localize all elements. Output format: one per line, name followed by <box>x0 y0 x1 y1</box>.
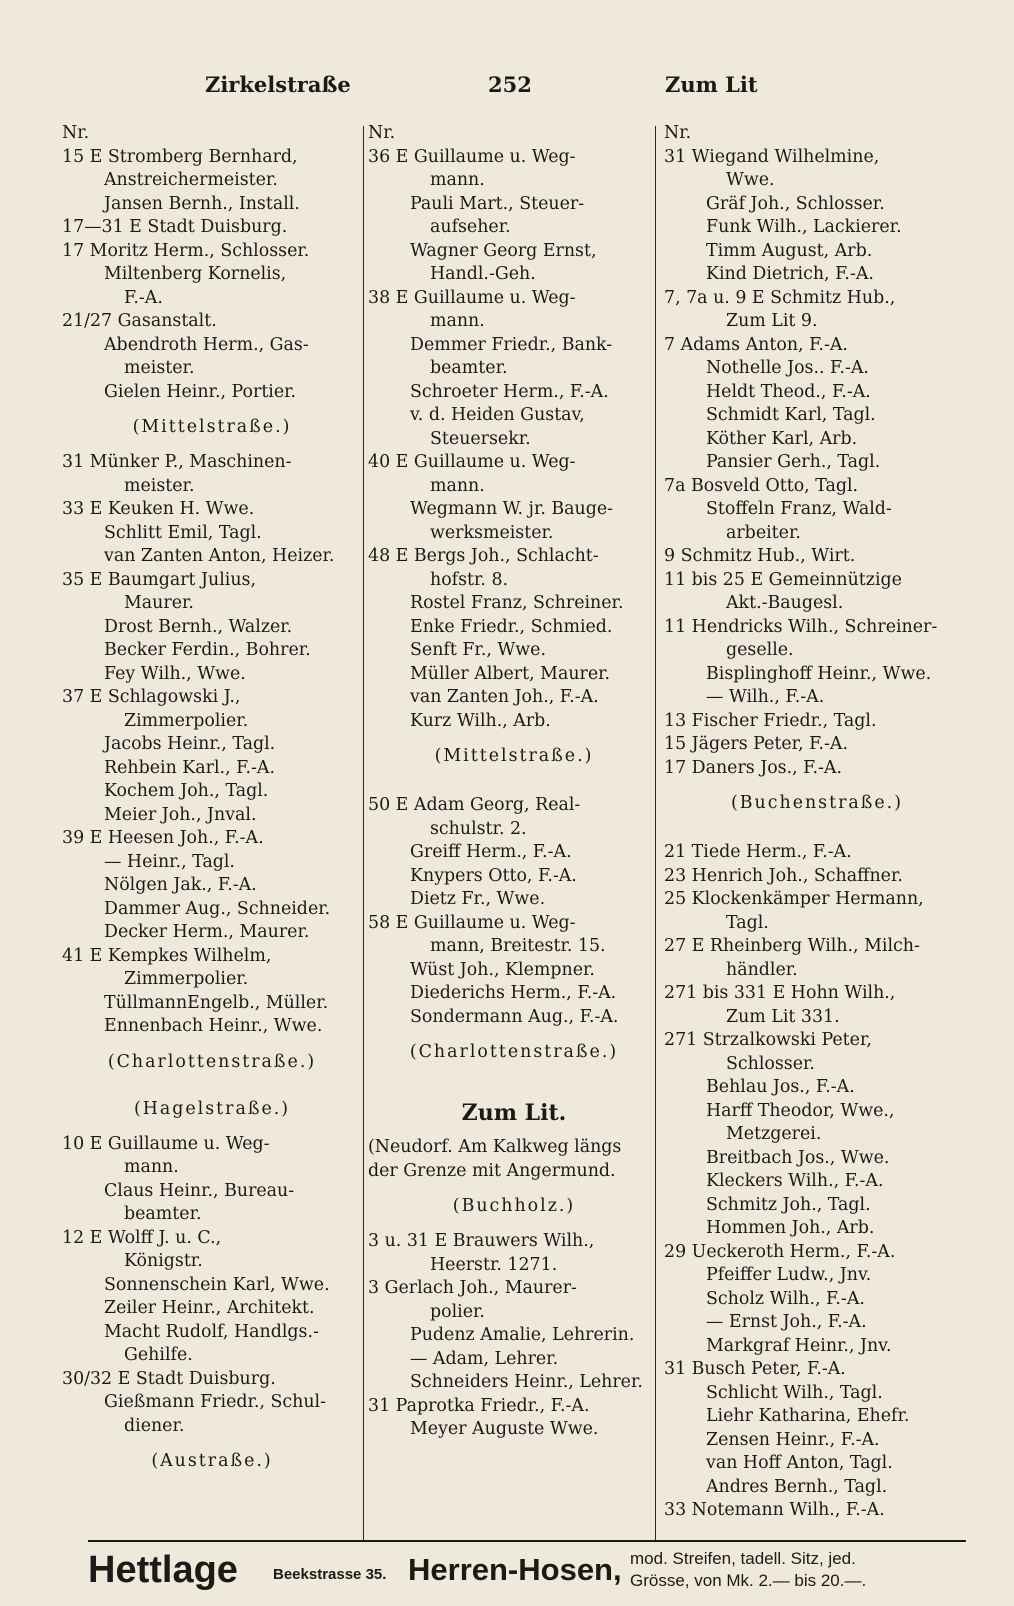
directory-line: 7a Bosveld Otto, Tagl. <box>664 475 859 496</box>
directory-line: mann. <box>430 475 485 496</box>
directory-line: 33 E Keuken H. Wwe. <box>62 499 255 519</box>
directory-line: Schlicht Wilh., Tagl. <box>706 1382 883 1403</box>
directory-line: Pansier Gerh., Tagl. <box>706 452 881 472</box>
directory-line: Jansen Bernh., Install. <box>104 193 300 214</box>
directory-line: — Ernst Joh., F.-A. <box>706 1312 867 1332</box>
advert-product: Herren-Hosen, <box>408 1552 622 1587</box>
page-number: 252 <box>488 72 532 97</box>
directory-line: Zum Lit 331. <box>726 1006 840 1027</box>
directory-line: Knypers Otto, F.-A. <box>410 865 577 886</box>
directory-line: Bisplinghoff Heinr., Wwe. <box>706 663 932 684</box>
directory-line: 3 Gerlach Joh., Maurer- <box>368 1278 577 1298</box>
directory-line: mann. <box>430 311 485 331</box>
directory-line: Zum Lit 9. <box>726 311 818 331</box>
directory-line: 13 Fischer Friedr., Tagl. <box>664 710 877 731</box>
directory-line: Wagner Georg Ernst, <box>410 240 597 261</box>
directory-line: Macht Rudolf, Handlgs.- <box>104 1321 319 1342</box>
directory-line: aufseher. <box>430 217 511 237</box>
directory-line: Stoffeln Franz, Wald- <box>706 499 892 519</box>
directory-line: arbeiter. <box>726 522 801 543</box>
directory-line: Dammer Aug., Schneider. <box>104 898 331 919</box>
directory-line: 15 E Stromberg Bernhard, <box>62 146 298 167</box>
directory-line: 12 E Wolff J. u. C., <box>62 1227 222 1248</box>
directory-line: Schlitt Emil, Tagl. <box>104 522 262 543</box>
directory-line: Jacobs Heinr., Tagl. <box>104 734 276 754</box>
directory-line: Schlosser. <box>726 1053 815 1074</box>
directory-line: Markgraf Heinr., Jnv. <box>706 1335 892 1356</box>
directory-line: Müller Albert, Maurer. <box>410 663 611 684</box>
directory-line: 29 Ueckeroth Herm., F.-A. <box>664 1241 896 1262</box>
directory-line: Köther Karl, Arb. <box>706 428 858 449</box>
directory-line: Ennenbach Heinr., Wwe. <box>104 1016 323 1036</box>
directory-line: Kurz Wilh., Arb. <box>410 710 551 731</box>
directory-line: 37 E Schlagowski J., <box>62 687 241 707</box>
section-cross-street: (Charlottenstraße.) <box>107 1051 317 1072</box>
directory-line: hofstr. 8. <box>430 569 509 590</box>
directory-line: Königstr. <box>124 1251 203 1271</box>
directory-line: — Heinr., Tagl. <box>104 851 235 872</box>
directory-line: Rostel Franz, Schreiner. <box>410 593 624 613</box>
section-cross-street: (Mittelstraße.) <box>434 746 594 766</box>
advertisement <box>88 1548 968 1598</box>
directory-line: Scholz Wilh., F.-A. <box>706 1288 865 1309</box>
directory-line: polier. <box>430 1301 485 1322</box>
directory-line: Pudenz Amalie, Lehrerin. <box>410 1325 635 1345</box>
directory-line: Gielen Heinr., Portier. <box>104 381 297 402</box>
directory-line: 35 E Baumgart Julius, <box>62 569 256 590</box>
directory-line: der Grenze mit Angermund. <box>368 1160 616 1181</box>
directory-line: 25 Klockenkämper Hermann, <box>664 889 924 909</box>
advert-desc-line: mod. Streifen, tadell. Sitz, jed. <box>630 1549 856 1568</box>
directory-line: Meyer Auguste Wwe. <box>410 1419 599 1439</box>
directory-line: 30/32 E Stadt Duisburg. <box>62 1368 276 1389</box>
directory-line: TüllmannEngelb., Müller. <box>104 992 329 1013</box>
directory-line: Meier Joh., Jnval. <box>104 804 257 825</box>
advert-desc-line: Grösse, von Mk. 2.— bis 20.—. <box>630 1571 867 1590</box>
directory-line: 39 E Heesen Joh., F.-A. <box>62 828 264 848</box>
directory-line: Breitbach Jos., Wwe. <box>706 1147 890 1168</box>
directory-line: Akt.-Baugesl. <box>726 593 844 613</box>
directory-line: Steuersekr. <box>430 428 531 449</box>
directory-line: Andres Bernh., Tagl. <box>706 1476 888 1497</box>
directory-line: Zimmerpolier. <box>124 969 249 989</box>
directory-line <box>368 1076 660 1090</box>
directory-line: Timm August, Arb. <box>706 240 873 261</box>
directory-line: mann. <box>124 1157 179 1177</box>
advert-description <box>630 1548 866 1592</box>
section-cross-street: (Charlottenstraße.) <box>409 1042 619 1062</box>
directory-line: mann. <box>430 170 485 190</box>
directory-line: 31 Wiegand Wilhelmine, <box>664 146 880 167</box>
directory-line: Demmer Friedr., Bank- <box>410 334 613 355</box>
directory-line: v. d. Heiden Gustav, <box>410 405 585 425</box>
directory-line: 21 Tiede Herm., F.-A. <box>664 842 852 862</box>
directory-line: meister. <box>124 358 195 378</box>
directory-line: händler. <box>726 959 798 980</box>
directory-line: 31 Busch Peter, F.-A. <box>664 1359 846 1379</box>
directory-line: van Hoff Anton, Tagl. <box>706 1453 893 1473</box>
directory-line: Gießmann Friedr., Schul- <box>104 1392 326 1412</box>
directory-line: F.-A. <box>124 287 163 308</box>
directory-line: Kind Dietrich, F.-A. <box>706 264 874 284</box>
directory-line: van Zanten Anton, Heizer. <box>104 546 335 566</box>
directory-line: Pfeiffer Ludw., Jnv. <box>706 1265 872 1285</box>
advert-rule <box>88 1540 966 1542</box>
directory-line: Pauli Mart., Steuer- <box>410 193 585 214</box>
directory-line: Dietz Fr., Wwe. <box>410 889 546 909</box>
directory-line: 41 E Kempkes Wilhelm, <box>62 945 272 966</box>
directory-line: werksmeister. <box>430 522 554 543</box>
directory-line: (Neudorf. Am Kalkweg längs <box>368 1137 622 1157</box>
directory-line: 48 E Bergs Joh., Schlacht- <box>368 546 599 566</box>
directory-line: Wüst Joh., Klempner. <box>410 959 595 980</box>
directory-line: 15 Jägers Peter, F.-A. <box>664 734 848 754</box>
directory-line <box>368 780 660 794</box>
directory-line: Schneiders Heinr., Lehrer. <box>410 1372 643 1392</box>
directory-line: 271 Strzalkowski Peter, <box>664 1030 872 1050</box>
directory-line: Harff Theodor, Wwe., <box>706 1100 895 1121</box>
directory-line: Decker Herm., Maurer. <box>104 922 310 942</box>
directory-line: Heldt Theod., F.-A. <box>706 381 871 402</box>
directory-line: Hommen Joh., Arb. <box>706 1218 875 1238</box>
directory-line: 58 E Guillaume u. Weg- <box>368 912 576 933</box>
directory-line: Gehilfe. <box>124 1345 193 1365</box>
street-heading: Zum Lit. <box>461 1100 567 1126</box>
directory-line: schulstr. 2. <box>430 818 527 839</box>
directory-line: 21/27 Gasanstalt. <box>62 311 217 331</box>
directory-line: Enke Friedr., Schmied. <box>410 616 613 637</box>
section-cross-street: (Mittelstraße.) <box>132 417 292 437</box>
directory-line: Schmidt Karl, Tagl. <box>706 405 876 425</box>
directory-line <box>664 827 970 841</box>
directory-line: Wegmann W. jr. Bauge- <box>410 499 614 519</box>
directory-line: 40 E Guillaume u. Weg- <box>368 452 576 472</box>
directory-line: Heerstr. 1271. <box>430 1254 558 1275</box>
directory-line: 31 Paprotka Friedr., F.-A. <box>368 1395 590 1416</box>
directory-line: 7 Adams Anton, F.-A. <box>664 334 848 355</box>
directory-line: Rehbein Karl., F.-A. <box>104 757 275 778</box>
advert-address: Beekstrasse 35. <box>273 1566 387 1583</box>
directory-line: 7, 7a u. 9 E Schmitz Hub., <box>664 287 896 308</box>
section-cross-street: (Buchenstraße.) <box>730 793 903 813</box>
directory-line: 31 Münker P., Maschinen- <box>62 452 292 472</box>
section-cross-street: (Austraße.) <box>151 1451 273 1471</box>
directory-line: Sondermann Aug., F.-A. <box>410 1006 619 1027</box>
directory-line: Maurer. <box>124 593 194 613</box>
directory-line: Handl.-Geh. <box>430 264 536 284</box>
directory-line: Drost Bernh., Walzer. <box>104 616 293 637</box>
directory-line: beamter. <box>124 1204 202 1224</box>
directory-line: Claus Heinr., Bureau- <box>104 1180 295 1201</box>
directory-line: Nölgen Jak., F.-A. <box>104 875 257 895</box>
directory-line: van Zanten Joh., F.-A. <box>410 687 599 707</box>
directory-line: Schmitz Joh., Tagl. <box>706 1194 871 1215</box>
directory-line: 17 Daners Jos., F.-A. <box>664 757 843 778</box>
directory-line: Zeiler Heinr., Architekt. <box>104 1298 315 1318</box>
directory-line: Nothelle Jos.. F.-A. <box>706 358 869 378</box>
directory-line: 11 Hendricks Wilh., Schreiner- <box>664 616 938 637</box>
directory-line: 38 E Guillaume u. Weg- <box>368 287 576 308</box>
directory-line: 3 u. 31 E Brauwers Wilh., <box>368 1231 595 1251</box>
directory-line: Zensen Heinr., F.-A. <box>706 1429 880 1450</box>
directory-line: Tagl. <box>726 912 769 933</box>
directory-line: 10 E Guillaume u. Weg- <box>62 1133 270 1154</box>
directory-line: Zimmerpolier. <box>124 710 249 731</box>
directory-line: Sonnenschein Karl, Wwe. <box>104 1274 330 1295</box>
directory-line: 271 bis 331 E Hohn Wilh., <box>664 983 896 1003</box>
column-right <box>664 122 970 1540</box>
directory-line: Wwe. <box>726 170 775 190</box>
directory-line: 11 bis 25 E Gemeinnützige <box>664 569 902 590</box>
directory-line: 50 E Adam Georg, Real- <box>368 795 581 815</box>
directory-line: 17 Moritz Herm., Schlosser. <box>62 240 310 261</box>
directory-line: Anstreichermeister. <box>104 170 278 190</box>
directory-line: Senft Fr., Wwe. <box>410 640 546 660</box>
directory-line: 9 Schmitz Hub., Wirt. <box>664 546 856 566</box>
page-header <box>0 72 1014 102</box>
directory-line: Behlau Jos., F.-A. <box>706 1077 855 1097</box>
column-left <box>62 122 362 1540</box>
directory-line: meister. <box>124 475 195 496</box>
section-cross-street: (Buchholz.) <box>452 1196 576 1216</box>
directory-line: — Wilh., F.-A. <box>706 687 825 707</box>
directory-line: 23 Henrich Joh., Schaffner. <box>664 865 903 886</box>
directory-line: Funk Wilh., Lackierer. <box>706 217 902 237</box>
header-right-street: Zum Lit <box>665 72 758 97</box>
directory-line: 36 E Guillaume u. Weg- <box>368 146 576 167</box>
column-divider <box>363 126 364 1540</box>
directory-line: Diederichs Herm., F.-A. <box>410 983 617 1003</box>
directory-line: 17—31 E Stadt Duisburg. <box>62 217 288 237</box>
directory-line: Greiff Herm., F.-A. <box>410 842 572 862</box>
directory-line: Miltenberg Kornelis, <box>104 264 287 284</box>
directory-line: beamter. <box>430 358 508 378</box>
directory-line: Nr. <box>62 123 90 143</box>
directory-line: Abendroth Herm., Gas- <box>104 334 309 355</box>
column-middle <box>368 122 660 1540</box>
directory-line: Metzgerei. <box>726 1124 822 1144</box>
directory-line: Kleckers Wilh., F.-A. <box>706 1171 884 1191</box>
directory-line: diener. <box>124 1415 185 1436</box>
section-cross-street: (Hagelstraße.) <box>133 1098 291 1119</box>
directory-line: mann, Breitestr. 15. <box>430 936 606 956</box>
advert-brand: Hettlage <box>88 1549 238 1591</box>
header-left-street: Zirkelstraße <box>205 72 351 97</box>
directory-line: Nr. <box>664 123 692 143</box>
directory-line: 33 Notemann Wilh., F.-A. <box>664 1500 885 1520</box>
directory-line: Fey Wilh., Wwe. <box>104 663 246 684</box>
directory-line: Becker Ferdin., Bohrer. <box>104 640 311 660</box>
directory-line: Schroeter Herm., F.-A. <box>410 381 609 402</box>
directory-line: Kochem Joh., Tagl. <box>104 781 269 801</box>
directory-line: Liehr Katharina, Ehefr. <box>706 1406 910 1426</box>
directory-line: Nr. <box>368 123 396 143</box>
directory-line: — Adam, Lehrer. <box>410 1348 559 1369</box>
directory-line: Gräf Joh., Schlosser. <box>706 193 885 214</box>
directory-line: 27 E Rheinberg Wilh., Milch- <box>664 936 920 956</box>
directory-line: geselle. <box>726 640 794 660</box>
